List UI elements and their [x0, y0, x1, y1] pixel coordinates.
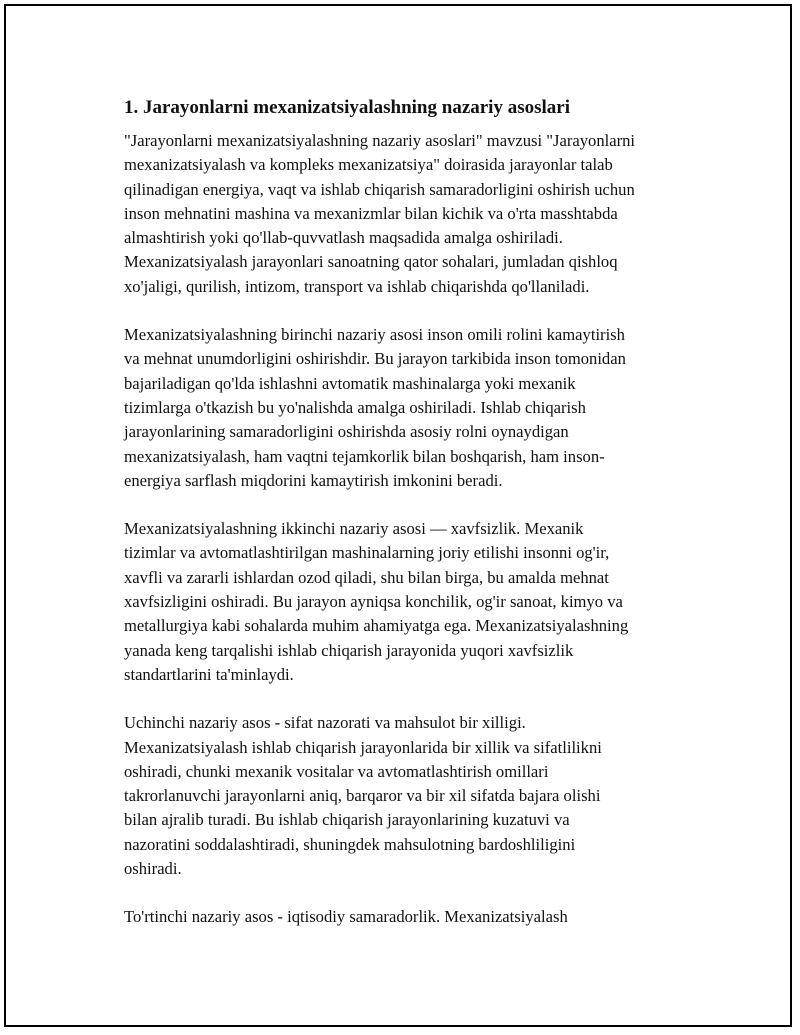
- paragraph-line: standartlarini ta'minlaydi.: [124, 664, 294, 684]
- paragraph-line: nazoratini soddalashtiradi, shuningdek mahsulotning bardoshliligini: [124, 834, 576, 854]
- paragraph-third-basis: [124, 711, 704, 881]
- paragraph-line: tizimlarga o'tkazish bu yo'nalishda amalga oshiriladi. Ishlab chiqarish: [124, 397, 586, 417]
- paragraph-line: mexanizatsiyalash va kompleks mexanizatsiya" doirasida jarayonlar talab: [124, 155, 613, 175]
- paragraph-line: tizimlar va avtomatlashtirilgan mashinalarning joriy etilishi insonni og'ir,: [124, 543, 610, 563]
- paragraph-line: oshiradi, chunki mexanik vositalar va avtomatlashtirish omillari: [124, 761, 549, 781]
- paragraph-line: almashtirish yoki qo'llab-quvvatlash maqsadida amalga oshiriladi.: [124, 228, 563, 248]
- paragraph-line: bajariladigan qo'lda ishlashni avtomatik mashinalarga yoki mexanik: [124, 373, 576, 393]
- paragraph-line: oshiradi.: [124, 859, 182, 879]
- paragraph-line: energiya sarflash miqdorini kamaytirish imkonini beradi.: [124, 470, 503, 490]
- paragraph-line: takrorlanuvchi jarayonlarni aniq, barqaror va bir xil sifatda bajara olishi: [124, 786, 601, 806]
- paragraph-intro: [124, 129, 704, 299]
- paragraph-line: xo'jaligi, qurilish, intizom, transport va ishlab chiqarishda qo'llaniladi.: [124, 276, 590, 296]
- paragraph-line: Mexanizatsiyalash ishlab chiqarish jarayonlarida bir xillik va sifatlilikni: [124, 737, 602, 757]
- paragraph-line: yanada keng tarqalishi ishlab chiqarish jarayonida yuqori xavfsizlik: [124, 640, 574, 660]
- paragraph-line: Mexanizatsiyalashning birinchi nazariy asosi inson omili rolini kamaytirish: [124, 325, 625, 345]
- page-content: [124, 96, 704, 954]
- paragraph-second-basis: [124, 517, 704, 687]
- section-heading: 1. Jarayonlarni mexanizatsiyalashning nazariy asoslari: [124, 97, 570, 118]
- paragraph-line: qilinadigan energiya, vaqt va ishlab chiqarish samaradorligini oshirish uchun: [124, 179, 635, 199]
- paragraph-line: bilan ajralib turadi. Bu ishlab chiqarish jarayonlarining kuzatuvi va: [124, 810, 570, 830]
- paragraph-line: xavfsizligini oshiradi. Bu jarayon ayniqsa konchilik, og'ir sanoat, kimyo va: [124, 592, 623, 612]
- paragraph-line: va mehnat unumdorligini oshirishdir. Bu jarayon tarkibida inson tomonidan: [124, 349, 626, 369]
- paragraph-line: Uchinchi nazariy asos - sifat nazorati va mahsulot bir xilligi.: [124, 713, 526, 733]
- paragraph-line: inson mehnatini mashina va mexanizmlar bilan kichik va o'rta masshtabda: [124, 203, 618, 223]
- paragraph-line: Mexanizatsiyalash jarayonlari sanoatning qator sohalari, jumladan qishloq: [124, 252, 618, 272]
- paragraph-line: To'rtinchi nazariy asos - iqtisodiy samaradorlik. Mexanizatsiyalash: [124, 907, 568, 927]
- paragraph-line: "Jarayonlarni mexanizatsiyalashning nazariy asoslari" mavzusi "Jarayonlarni: [124, 131, 636, 150]
- paragraph-fourth-basis: [124, 905, 704, 929]
- paragraph-line: metallurgiya kabi sohalarda muhim ahamiyatga ega. Mexanizatsiyalashning: [124, 616, 629, 636]
- paragraph-line: mexanizatsiyalash, ham vaqtni tejamkorlik bilan boshqarish, ham inson-: [124, 446, 605, 466]
- page-frame: [4, 4, 792, 1027]
- paragraph-first-basis: [124, 323, 704, 493]
- paragraph-line: xavfli va zararli ishlardan ozod qiladi, shu bilan birga, bu amalda mehnat: [124, 567, 609, 587]
- paragraph-line: jarayonlarining samaradorligini oshirishda asosiy rolni oynaydigan: [124, 422, 569, 442]
- paragraph-line: Mexanizatsiyalashning ikkinchi nazariy asosi — xavfsizlik. Mexanik: [124, 519, 584, 539]
